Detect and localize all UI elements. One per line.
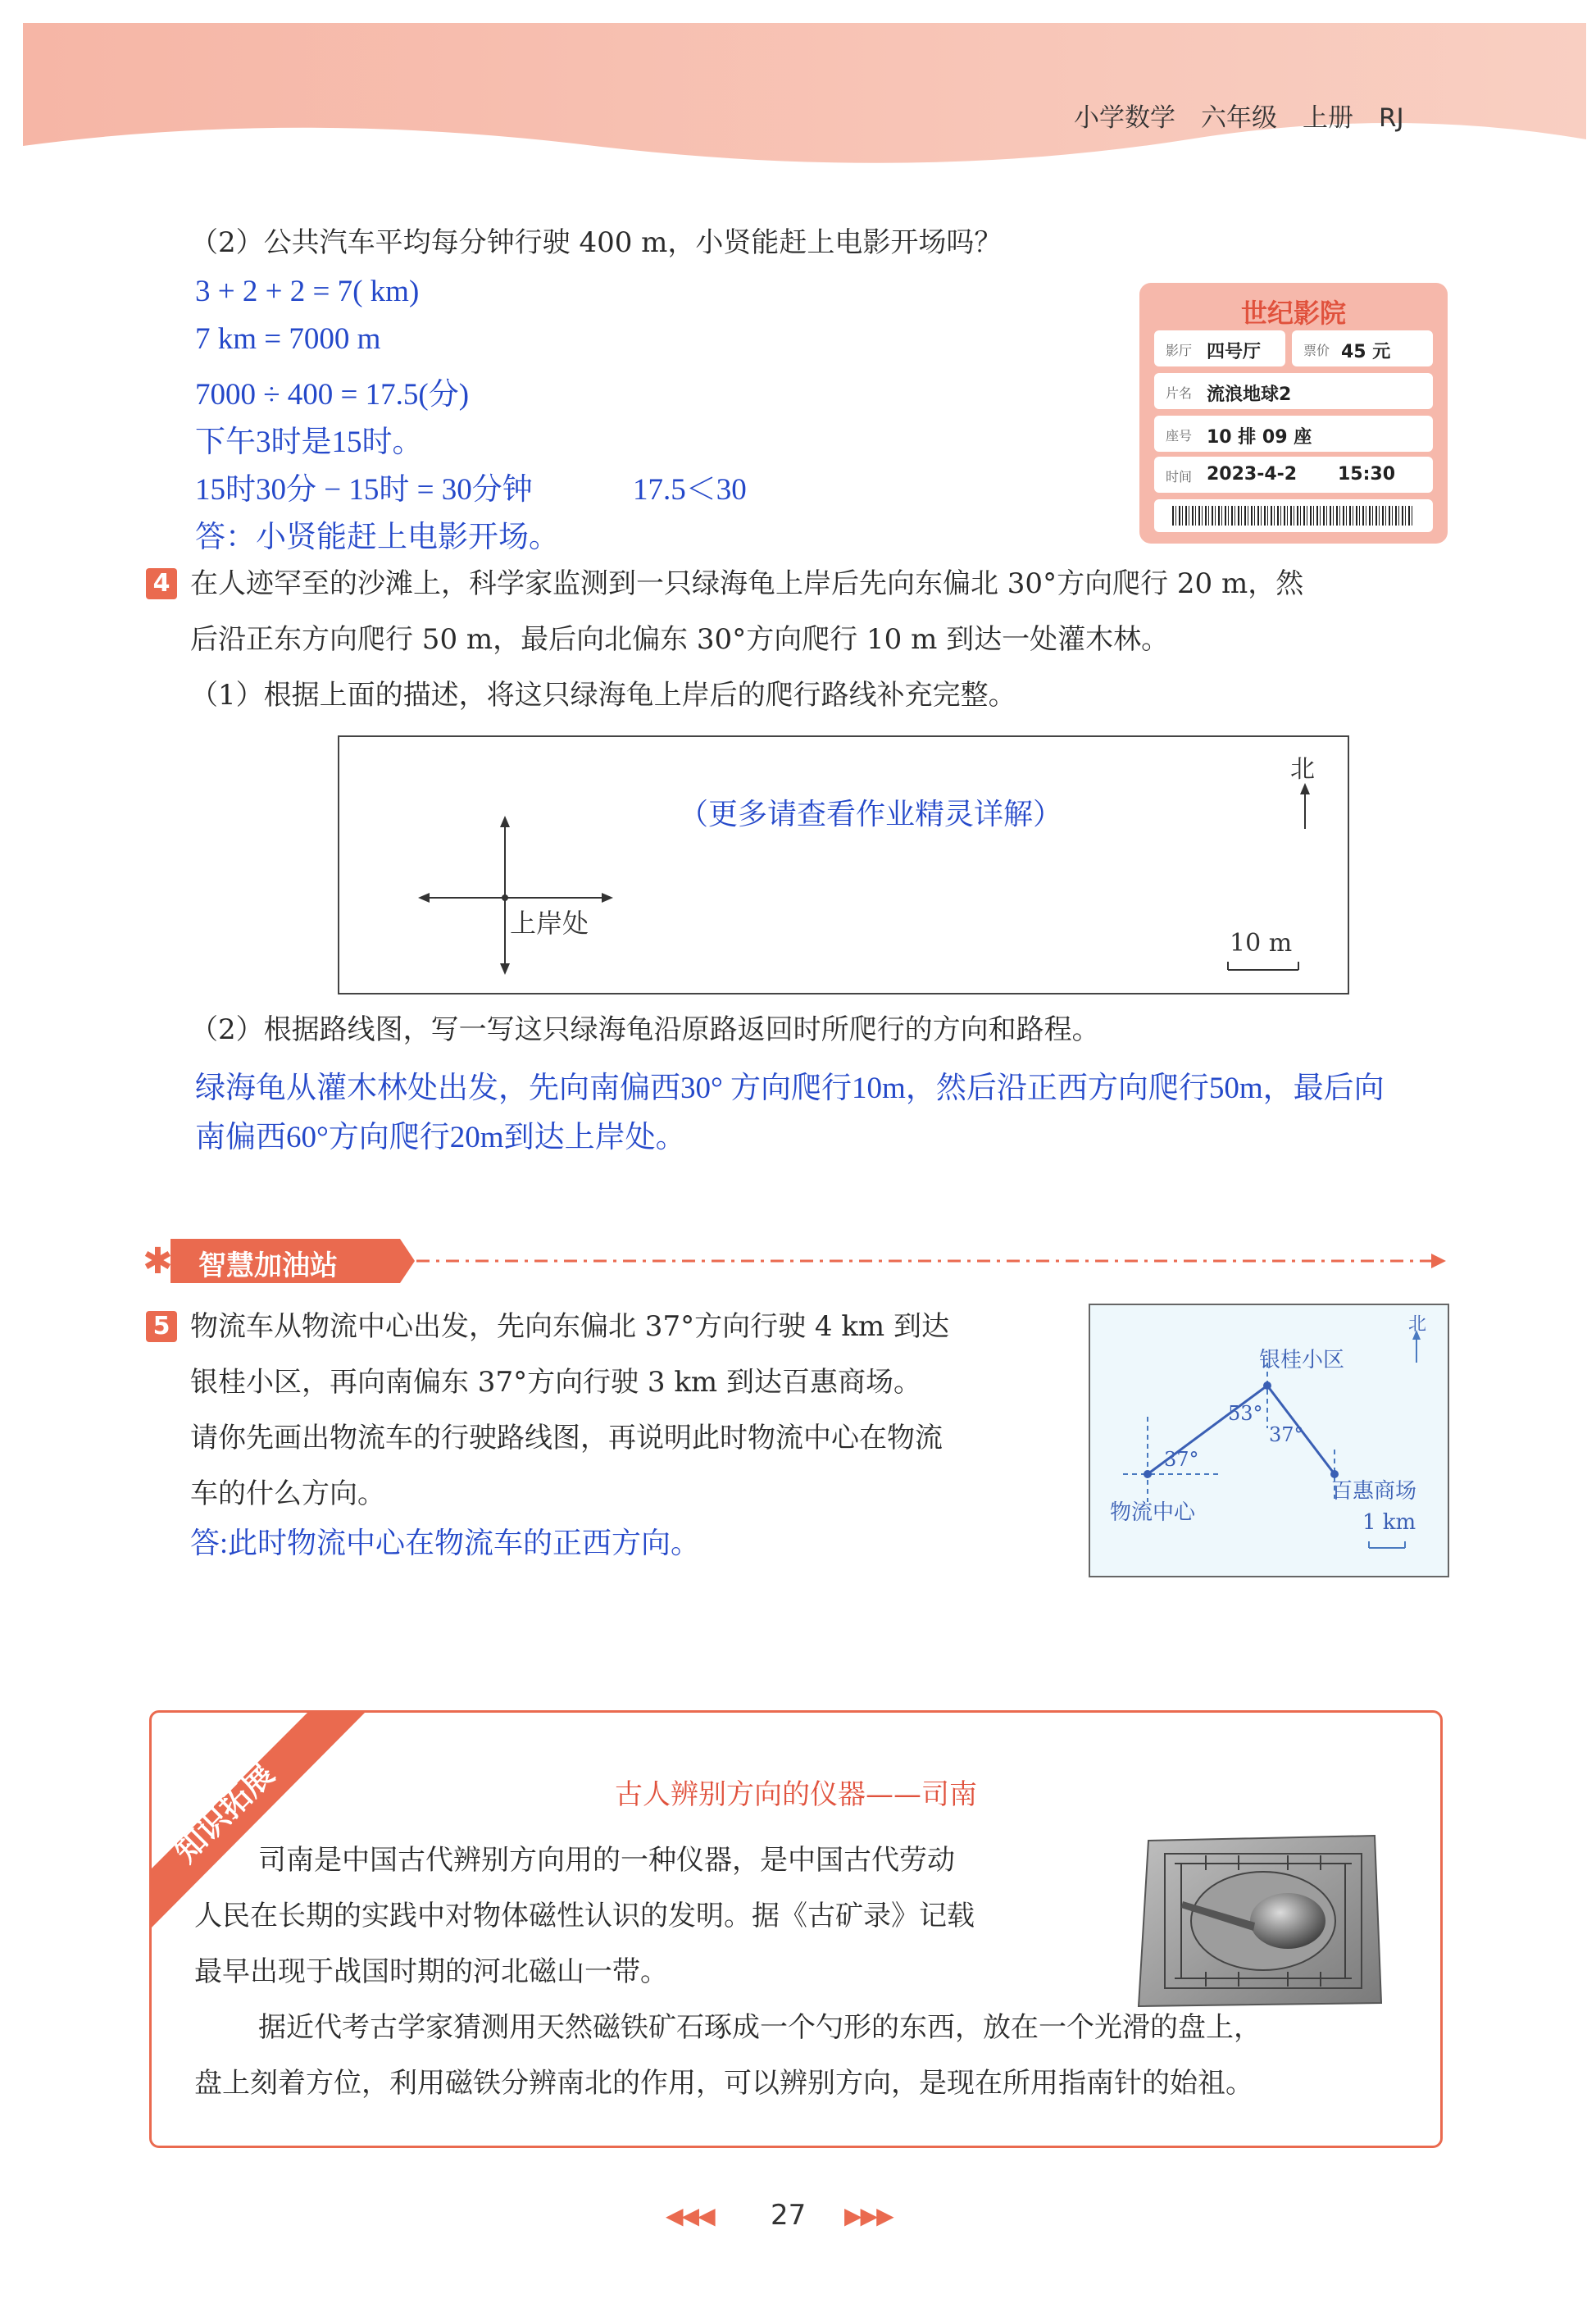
ticket-date-value: 2023-4-2	[1207, 464, 1298, 485]
diagram-scale-label: 10 m	[1230, 929, 1293, 958]
p5-point-end: 百惠商场	[1331, 1479, 1417, 1504]
page-number: 27	[771, 2199, 807, 2232]
knowledge-tag: 知识拓展	[167, 1755, 281, 1870]
problem3-part2-question: （2）公共汽车平均每分钟行驶 400 m，小贤能赶上电影开场吗？	[190, 226, 1003, 259]
ticket-seat-value: 10 排 09 座	[1207, 427, 1312, 448]
ticket-time-value: 15:30	[1338, 464, 1396, 485]
ticket-cinema: 世纪影院	[1240, 298, 1346, 329]
problem5-line: 银桂小区，再向南偏东 37°方向行驶 3 km 到达百惠商场。	[190, 1366, 921, 1399]
ticket-hall-label: 影厅	[1166, 343, 1193, 358]
diagram-north-label: 北	[1290, 755, 1315, 784]
answer-line: 15时30分 − 15时 = 30分钟	[195, 473, 533, 507]
problem5-line: 请你先画出物流车的行驶路线图，再说明此时物流中心在物流	[190, 1422, 943, 1454]
next-arrows-icon: ▶▶▶	[844, 2202, 893, 2229]
prev-arrows-icon: ◀◀◀	[666, 2202, 714, 2229]
ticket-price-value: 45 元	[1341, 342, 1391, 362]
problem5-answer: 答:此时物流中心在物流车的正西方向。	[190, 1527, 701, 1559]
book-info: 小学数学 六年级 上册 RJ	[1074, 103, 1404, 133]
p5-point-start: 物流中心	[1110, 1500, 1196, 1525]
compass-cross	[339, 737, 1348, 993]
p5-point-a: 银桂小区	[1259, 1348, 1345, 1372]
problem4-text-line2: 后沿正东方向爬行 50 m，最后向北偏东 30°方向爬行 10 m 到达一处灌木林。	[190, 623, 1170, 656]
section-banner-title: 智慧加油站	[198, 1249, 338, 1282]
header-band	[0, 0, 1596, 164]
problem4-text-line1: 在人迹罕至的沙滩上，科学家监测到一只绿海龟上岸后先向东偏北 30°方向爬行 20 m，然	[190, 567, 1304, 600]
ticket-hall	[1154, 330, 1285, 366]
problem4-part1: （1）根据上面的描述，将这只绿海龟上岸后的爬行路线补充完整。	[190, 679, 1016, 712]
runner-icon: ✱	[143, 1240, 173, 1282]
answer-line: 7 km = 7000 m	[195, 322, 381, 356]
problem4-number: 4	[146, 568, 177, 599]
ticket-film	[1154, 373, 1433, 409]
diagram-origin-label: 上岸处	[510, 908, 589, 939]
p5-angle-53: 53°	[1228, 1402, 1263, 1425]
knowledge-title: 古人辨别方向的仪器——司南	[615, 1778, 977, 1811]
ticket-time-label: 时间	[1166, 469, 1193, 485]
movie-ticket	[1139, 283, 1448, 544]
ticket-film-value: 流浪地球2	[1207, 385, 1292, 405]
knowledge-box	[149, 1710, 1443, 2148]
turtle-route-diagram	[338, 735, 1349, 994]
problem5-line: 物流车从物流中心出发，先向东偏北 37°方向行驶 4 km 到达	[190, 1310, 949, 1343]
knowledge-para1-line: 人民在长期的实践中对物体磁性认识的发明。据《古矿录》记载	[194, 1900, 975, 1932]
p5-scale-label: 1 km	[1362, 1510, 1416, 1535]
problem4-part2: （2）根据路线图，写一写这只绿海龟沿原路返回时所爬行的方向和路程。	[190, 1013, 1100, 1046]
p5-angle-37-start: 37°	[1164, 1448, 1199, 1471]
problem5-number: 5	[146, 1311, 177, 1342]
diagram-hint: （更多请查看作业精灵详解）	[679, 798, 1063, 831]
problem4-answer-line1: 绿海龟从灌木林处出发，先向南偏西30° 方向爬行10m，然后沿正西方向爬行50m，最后向	[195, 1072, 1385, 1105]
answer-line: 7000 ÷ 400 = 17.5(分)	[195, 378, 470, 412]
problem5-line: 车的什么方向。	[190, 1477, 385, 1510]
p5-north-label: 北	[1408, 1314, 1427, 1335]
ticket-film-label: 片名	[1166, 385, 1193, 401]
problem4-answer-line2: 南偏西60°方向爬行20m到达上岸处。	[195, 1121, 686, 1154]
knowledge-para2-line: 盘上刻着方位，利用磁铁分辨南北的作用，可以辨别方向，是现在所用指南针的始祖。	[194, 2067, 1253, 2100]
answer-line: 下午3时是15时。	[195, 426, 423, 459]
p5-angle-37-top: 37°	[1269, 1423, 1304, 1446]
knowledge-para1-line: 最早出现于战国时期的河北磁山一带。	[194, 1955, 668, 1988]
ticket-price-label: 票价	[1303, 343, 1330, 358]
ticket-price	[1292, 330, 1433, 366]
ticket-seat	[1154, 416, 1433, 452]
answer-line: 答：小贤能赶上电影开场。	[195, 521, 559, 554]
answer-line: 3 + 2 + 2 = 7( km)	[195, 275, 420, 308]
ticket-seat-label: 座号	[1166, 428, 1193, 444]
ticket-barcode	[1154, 499, 1433, 532]
sinan-compass-image	[1132, 1831, 1386, 2011]
logistics-route-diagram	[1089, 1304, 1449, 1577]
ticket-time	[1154, 457, 1433, 493]
ticket-hall-value: 四号厅	[1207, 342, 1262, 362]
knowledge-para1-line: 司南是中国古代辨别方向用的一种仪器，是中国古代劳动	[258, 1844, 955, 1877]
knowledge-para2-line: 据近代考古学家猜测用天然磁铁矿石琢成一个勺形的东西，放在一个光滑的盘上，	[258, 2011, 1262, 2044]
answer-line: 17.5＜30	[633, 473, 747, 507]
